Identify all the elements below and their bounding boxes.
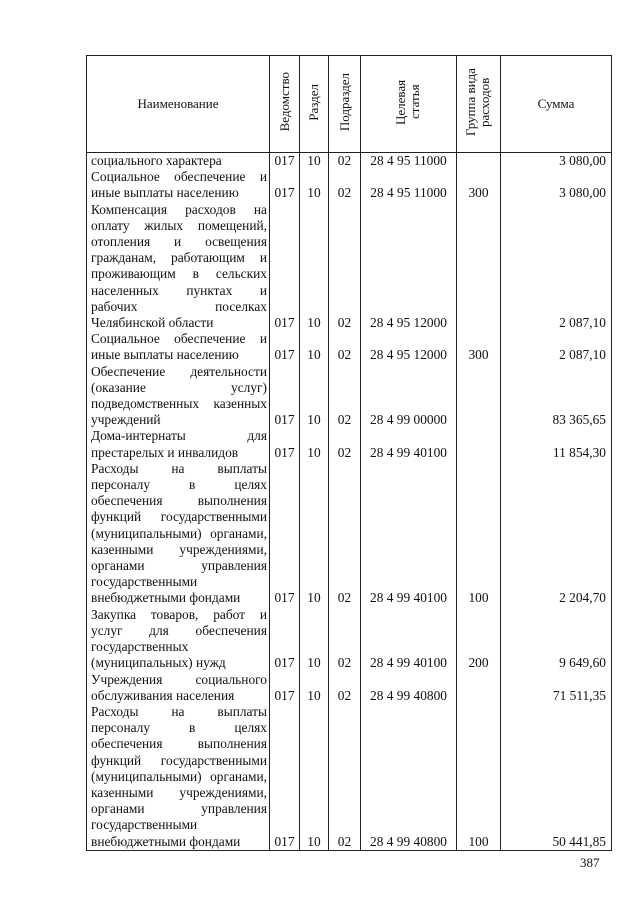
cell-celevaya: 28 4 99 40800: [361, 704, 457, 850]
cell-gruppa: [457, 202, 501, 332]
cell-summa: 2 087,10: [501, 202, 612, 332]
cell-podrazdel: 02: [329, 672, 361, 704]
cell-gruppa: 100: [457, 704, 501, 850]
header-summa: Сумма: [501, 56, 612, 153]
cell-gruppa: [457, 428, 501, 460]
cell-name: Расходы на выплаты персоналу в целях обеспечения выполнения функций государственными (муниципальными) органами, казенными учреждениями, органами управления государственными внебюджетными фондами: [87, 461, 270, 607]
cell-summa: 71 511,35: [501, 672, 612, 704]
table-row: [87, 672, 612, 704]
cell-ved: 017: [270, 364, 300, 429]
header-razdel: Раздел: [300, 56, 329, 153]
cell-podrazdel: 02: [329, 202, 361, 332]
cell-ved: 017: [270, 331, 300, 363]
cell-name: социального характера: [87, 153, 270, 170]
cell-podrazdel: 02: [329, 364, 361, 429]
cell-razdel: 10: [300, 331, 329, 363]
cell-name: Расходы на выплаты персоналу в целях обеспечения выполнения функций государственными (муниципальными) органами, казенными учреждениями, органами управления государственными внебюджетными фондами: [87, 704, 270, 850]
cell-name: Дома-интернаты для престарелых и инвалидов: [87, 428, 270, 460]
cell-name: Закупка товаров, работ и услуг для обеспечения государственных (муниципальных) нужд: [87, 607, 270, 672]
table-row: [87, 202, 612, 332]
cell-ved: 017: [270, 153, 300, 170]
cell-podrazdel: 02: [329, 607, 361, 672]
table-row: [87, 704, 612, 850]
header-name: Наименование: [87, 56, 270, 153]
cell-gruppa: [457, 364, 501, 429]
cell-gruppa: 100: [457, 461, 501, 607]
cell-ved: 017: [270, 704, 300, 850]
cell-podrazdel: 02: [329, 153, 361, 170]
cell-name: Компенсация расходов на оплату жилых помещений, отопления и освещения гражданам, работающим и проживающим в сельских населенных пунктах и рабочих поселках Челябинской области: [87, 202, 270, 332]
cell-summa: 3 080,00: [501, 169, 612, 201]
cell-celevaya: 28 4 95 11000: [361, 153, 457, 170]
cell-gruppa: 300: [457, 169, 501, 201]
table-row: [87, 153, 612, 170]
cell-gruppa: 200: [457, 607, 501, 672]
cell-summa: 9 649,60: [501, 607, 612, 672]
cell-podrazdel: 02: [329, 428, 361, 460]
table-header: [87, 56, 612, 153]
cell-celevaya: 28 4 99 40100: [361, 428, 457, 460]
header-celevaya: Целевая статья: [361, 56, 457, 153]
cell-ved: 017: [270, 607, 300, 672]
table-row: [87, 607, 612, 672]
cell-ved: 017: [270, 461, 300, 607]
cell-razdel: 10: [300, 461, 329, 607]
cell-podrazdel: 02: [329, 169, 361, 201]
cell-razdel: 10: [300, 364, 329, 429]
table-row: [87, 428, 612, 460]
cell-razdel: 10: [300, 607, 329, 672]
cell-summa: 3 080,00: [501, 153, 612, 170]
cell-celevaya: 28 4 95 11000: [361, 169, 457, 201]
cell-summa: 50 441,85: [501, 704, 612, 850]
cell-celevaya: 28 4 99 40100: [361, 461, 457, 607]
cell-name: Социальное обеспечение и иные выплаты населению: [87, 169, 270, 201]
cell-razdel: 10: [300, 428, 329, 460]
cell-summa: 2 087,10: [501, 331, 612, 363]
cell-gruppa: 300: [457, 331, 501, 363]
table-row: [87, 169, 612, 201]
cell-ved: 017: [270, 428, 300, 460]
cell-name: Учреждения социального обслуживания населения: [87, 672, 270, 704]
cell-celevaya: 28 4 95 12000: [361, 331, 457, 363]
cell-gruppa: [457, 672, 501, 704]
cell-summa: 83 365,65: [501, 364, 612, 429]
cell-podrazdel: 02: [329, 461, 361, 607]
cell-podrazdel: 02: [329, 331, 361, 363]
cell-celevaya: 28 4 99 40100: [361, 607, 457, 672]
cell-ved: 017: [270, 169, 300, 201]
cell-razdel: 10: [300, 704, 329, 850]
table-row: [87, 461, 612, 607]
cell-name: Обеспечение деятельности (оказание услуг) подведомственных казенных учреждений: [87, 364, 270, 429]
cell-razdel: 10: [300, 672, 329, 704]
table-row: [87, 331, 612, 363]
cell-podrazdel: 02: [329, 704, 361, 850]
cell-razdel: 10: [300, 169, 329, 201]
header-ved: Ведомство: [270, 56, 300, 153]
cell-summa: 11 854,30: [501, 428, 612, 460]
cell-gruppa: [457, 153, 501, 170]
header-podrazdel: Подраздел: [329, 56, 361, 153]
cell-name: Социальное обеспечение и иные выплаты населению: [87, 331, 270, 363]
page-number: 387: [580, 855, 600, 870]
cell-celevaya: 28 4 95 12000: [361, 202, 457, 332]
cell-razdel: 10: [300, 153, 329, 170]
table-body: [87, 153, 612, 851]
table-row: [87, 364, 612, 429]
cell-razdel: 10: [300, 202, 329, 332]
cell-ved: 017: [270, 202, 300, 332]
cell-summa: 2 204,70: [501, 461, 612, 607]
cell-celevaya: 28 4 99 40800: [361, 672, 457, 704]
cell-celevaya: 28 4 99 00000: [361, 364, 457, 429]
budget-table: [86, 55, 612, 851]
header-gruppa: Группа вида расходов: [457, 56, 501, 153]
cell-ved: 017: [270, 672, 300, 704]
